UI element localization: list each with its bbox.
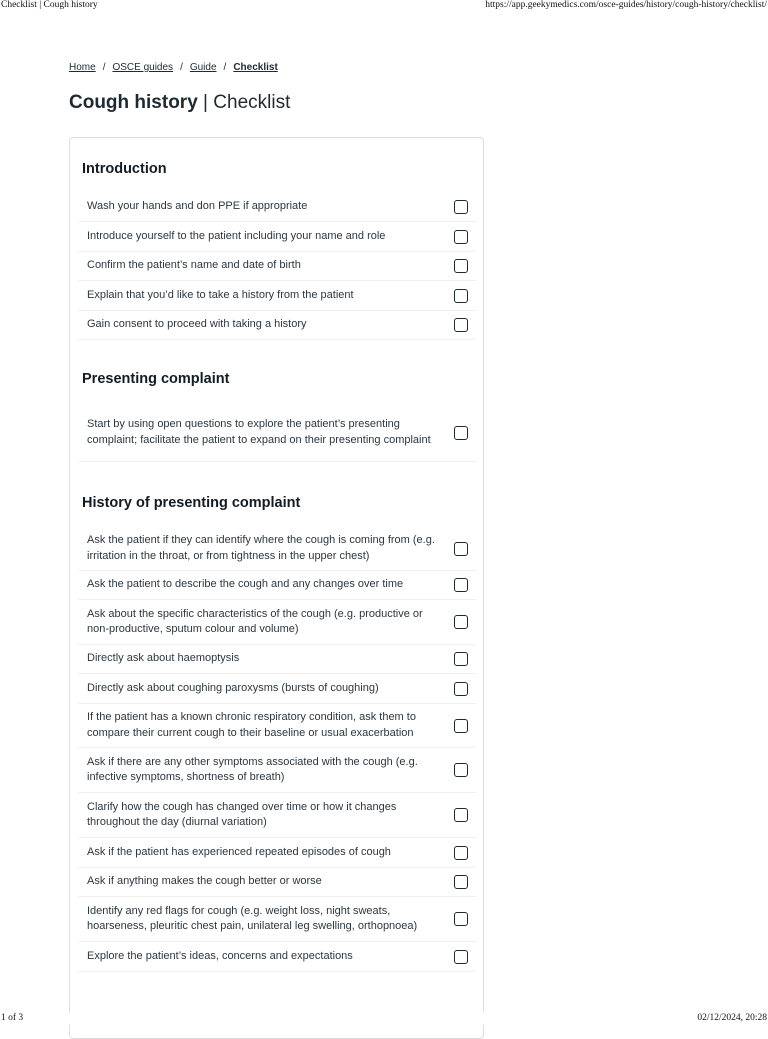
breadcrumb-separator: / [223, 62, 227, 73]
checkbox[interactable] [454, 289, 468, 303]
checklist-item-text: Confirm the patient’s name and date of birth [87, 259, 301, 272]
checklist-item[interactable] [78, 252, 476, 281]
breadcrumb [69, 62, 278, 73]
checkbox[interactable] [454, 719, 468, 733]
breadcrumb-home-link[interactable]: Home [69, 62, 96, 73]
breadcrumb-checklist-link[interactable]: Checklist [233, 62, 278, 73]
checklist-item-text: Ask if the patient has experienced repeated episodes of cough [87, 845, 391, 858]
print-header-title: Checklist | Cough history [1, 0, 98, 10]
checklist-item[interactable] [78, 527, 476, 571]
print-header-url: https://app.geekymedics.com/osce-guides/history/cough-history/checklist/ [485, 0, 767, 10]
checkbox[interactable] [454, 763, 468, 777]
checklist-item[interactable] [78, 311, 476, 340]
checklist-item-text: Explore the patient’s ideas, concerns and expectations [87, 949, 353, 962]
checklist-item-text: Start by using open questions to explore the patient’s presenting complaint; facilitate the patient to expand on their presenting complaint [87, 418, 431, 446]
breadcrumb-separator: / [180, 62, 183, 73]
checklist-item-text: Directly ask about coughing paroxysms (bursts of coughing) [87, 681, 379, 694]
checkbox[interactable] [454, 846, 468, 860]
page-title-sub: Checklist [213, 92, 291, 113]
checklist-card [69, 137, 484, 1039]
breadcrumb-guide-link[interactable]: Guide [189, 62, 217, 73]
checklist-item-text: Ask if there are any other symptoms associated with the cough (e.g. infective symptoms, shortness of breath) [87, 755, 418, 783]
print-header [0, 0, 768, 12]
checklist-item-text: Explain that you’d like to take a history from the patient [87, 288, 354, 301]
checklist-item-text: Directly ask about haemoptysis [87, 652, 240, 665]
checkbox[interactable] [454, 230, 468, 244]
checklist-item[interactable] [78, 571, 476, 600]
checklist-item[interactable] [78, 897, 476, 942]
checkbox[interactable] [454, 542, 468, 556]
checklist-item[interactable] [78, 674, 476, 704]
checklist-item-text: Clarify how the cough has changed over time or how it changes throughout the day (diurnal variation) [87, 800, 397, 828]
section-title-history-of-presenting-complaint: History of presenting complaint [82, 495, 301, 511]
section-title-presenting-complaint: Presenting complaint [82, 371, 230, 387]
checklist-item[interactable] [78, 193, 476, 222]
print-footer-page-count: 1 of 3 [1, 1013, 24, 1023]
checklist-item-text: Gain consent to proceed with taking a history [87, 318, 307, 331]
checkbox[interactable] [454, 808, 468, 822]
checklist-item-text: If the patient has a known chronic respiratory condition, ask them to compare their current cough to their baseline or usual exacerbation [87, 711, 416, 739]
checkbox[interactable] [454, 875, 468, 889]
page-title [69, 92, 290, 114]
checklist-item[interactable] [78, 281, 476, 311]
checkbox[interactable] [454, 200, 468, 214]
checklist-item-text: Wash your hands and don PPE if appropriate [87, 200, 308, 213]
checklist-item[interactable] [78, 404, 476, 462]
checkbox[interactable] [454, 578, 468, 592]
page-title-main: Cough history [69, 92, 198, 113]
checklist-item-text: Ask the patient to describe the cough and any changes over time [87, 578, 404, 591]
checklist-item[interactable] [78, 704, 476, 748]
checklist-item[interactable] [78, 645, 476, 674]
checklist-item[interactable] [78, 838, 476, 868]
checkbox[interactable] [454, 912, 468, 926]
checklist-item[interactable] [78, 942, 476, 972]
checklist-item[interactable] [78, 222, 476, 252]
checkbox[interactable] [454, 615, 468, 629]
checklist-item[interactable] [78, 868, 476, 897]
print-footer [0, 1013, 768, 1025]
breadcrumb-osce-guides-link[interactable]: OSCE guides [112, 62, 174, 73]
checklist-item-text: Ask the patient if they can identify where the cough is coming from (e.g. irritation in the throat, or from tightness in the upper chest) [87, 534, 435, 562]
checkbox[interactable] [454, 426, 468, 440]
checkbox[interactable] [454, 950, 468, 964]
checkbox[interactable] [454, 318, 468, 332]
checkbox[interactable] [454, 259, 468, 273]
print-footer-datetime: 02/12/2024, 20:28 [697, 1013, 767, 1023]
section-title-introduction: Introduction [82, 161, 167, 177]
checklist-item-text: Ask if anything makes the cough better or worse [87, 875, 322, 888]
breadcrumb-separator: / [102, 62, 106, 73]
checklist-item-text: Ask about the specific characteristics of the cough (e.g. productive or non-productive, sputum colour and volume) [87, 607, 423, 635]
checkbox[interactable] [454, 652, 468, 666]
checklist-item-text: Identify any red flags for cough (e.g. weight loss, night sweats, hoarseness, pleuritic chest pain, unilateral leg swelling, orthopnoea) [87, 904, 418, 932]
checkbox[interactable] [454, 682, 468, 696]
page-title-separator: | [197, 92, 214, 113]
checklist-item[interactable] [78, 748, 476, 793]
checklist-item[interactable] [78, 793, 476, 838]
checklist-item[interactable] [78, 600, 476, 645]
checklist-item-text: Introduce yourself to the patient including your name and role [87, 229, 386, 242]
